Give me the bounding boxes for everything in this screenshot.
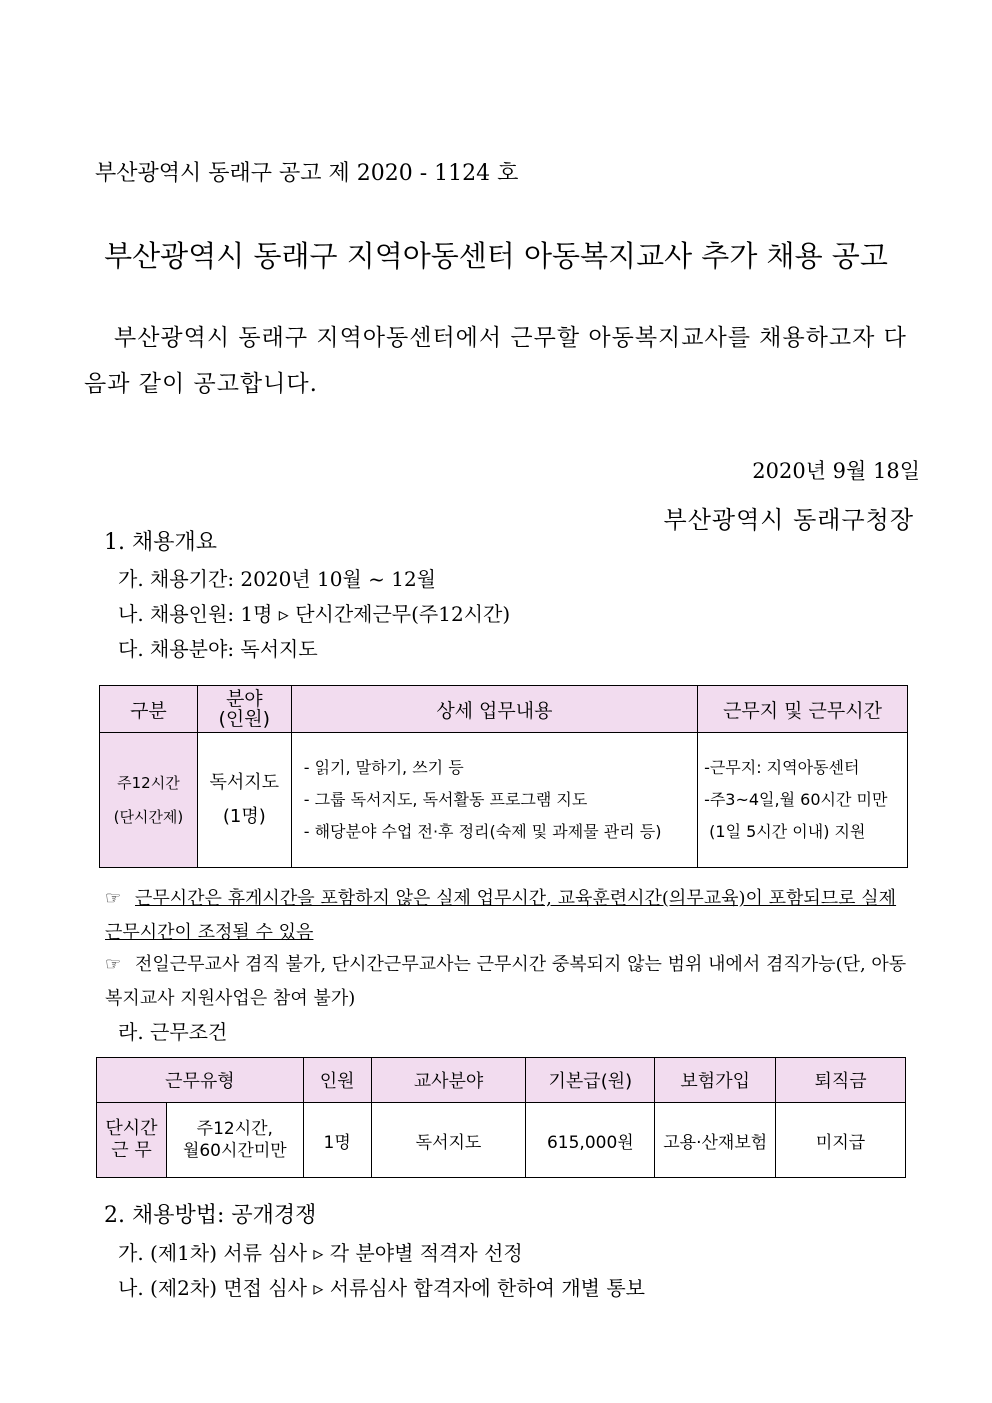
issuer: 부산광역시 동래구청장 bbox=[663, 506, 914, 534]
notice-number: 부산광역시 동래구 공고 제 2020 - 1124 호 bbox=[95, 161, 519, 186]
section1-heading: 1. 채용개요 bbox=[104, 530, 217, 555]
table-header: 상세 업무내용 bbox=[291, 686, 697, 733]
table-header: 근무유형 bbox=[97, 1058, 304, 1103]
note-concurrent bbox=[105, 948, 913, 1016]
table-header: 분야 (인원) bbox=[197, 686, 291, 733]
pay-cell: 615,000원 bbox=[526, 1103, 655, 1178]
work-type-cell: 단시간 근 무 bbox=[97, 1103, 167, 1178]
section2-heading: 2. 채용방법: 공개경쟁 bbox=[104, 1203, 317, 1228]
pointing-hand-icon: ☞ bbox=[105, 954, 122, 975]
duty-table bbox=[99, 685, 908, 868]
table-header: 근무지 및 근무시간 bbox=[698, 686, 908, 733]
table-header: 퇴직금 bbox=[776, 1058, 906, 1103]
place-cell bbox=[698, 733, 908, 868]
insurance-cell: 고용·산재보험 bbox=[655, 1103, 776, 1178]
place-line: -근무지: 지역아동센터 bbox=[704, 758, 860, 777]
notice-date: 2020년 9월 18일 bbox=[752, 459, 920, 483]
method-step-2: 나. (제2차) 면접 심사 ▹ 서류심사 합격자에 한하여 개별 통보 bbox=[118, 1276, 645, 1300]
conditions-table bbox=[96, 1057, 906, 1178]
place-line: -주3~4일,월 60시간 미만 bbox=[704, 790, 888, 809]
severance-cell: 미지급 bbox=[776, 1103, 906, 1178]
table-header: 교사분야 bbox=[371, 1058, 526, 1103]
detail-cell bbox=[291, 733, 697, 868]
table-header: 인원 bbox=[303, 1058, 371, 1103]
work-type-cell: 주12시간 (단시간제) bbox=[100, 733, 198, 868]
count-cell: 1명 bbox=[303, 1103, 371, 1178]
table-header: 보험가입 bbox=[655, 1058, 776, 1103]
detail-line: - 그룹 독서지도, 독서활동 프로그램 지도 bbox=[303, 790, 588, 809]
note-text: 전일근무교사 겸직 불가, 단시간근무교사는 근무시간 중복되지 않는 범위 내에서 겸직가능(단, 아동복지교사 지원사업은 참여 불가) bbox=[105, 954, 907, 1009]
recruit-period: 가. 채용기간: 2020년 10월 ~ 12월 bbox=[118, 567, 436, 591]
detail-line: - 읽기, 말하기, 쓰기 등 bbox=[303, 758, 464, 777]
table-header: 기본급(원) bbox=[526, 1058, 655, 1103]
recruit-count: 나. 채용인원: 1명 ▹ 단시간제근무(주12시간) bbox=[118, 602, 511, 626]
place-line: (1일 5시간 이내) 지원 bbox=[704, 822, 866, 841]
intro-paragraph: 부산광역시 동래구 지역아동센터에서 근무할 아동복지교사를 채용하고자 다음과 같이 공고합니다. bbox=[84, 325, 907, 397]
recruit-field: 다. 채용분야: 독서지도 bbox=[118, 637, 318, 661]
detail-line: - 해당분야 수업 전·후 정리(숙제 및 과제물 관리 등) bbox=[303, 822, 662, 841]
note-hours bbox=[105, 882, 913, 950]
pointing-hand-icon: ☞ bbox=[105, 888, 122, 909]
note-text: 근무시간은 휴게시간을 포함하지 않은 실제 업무시간, 교육훈련시간(의무교육)이 포함되므로 실제 근무시간이 조정될 수 있음 bbox=[105, 888, 897, 943]
table-header: 구분 bbox=[100, 686, 198, 733]
hours-cell: 주12시간, 월60시간미만 bbox=[166, 1103, 303, 1178]
work-conditions-label: 라. 근무조건 bbox=[118, 1020, 228, 1044]
field-cell: 독서지도 bbox=[371, 1103, 526, 1178]
method-step-1: 가. (제1차) 서류 심사 ▹ 각 분야별 적격자 선정 bbox=[118, 1241, 523, 1265]
field-cell: 독서지도 (1명) bbox=[197, 733, 291, 868]
page-title: 부산광역시 동래구 지역아동센터 아동복지교사 추가 채용 공고 bbox=[104, 239, 888, 273]
